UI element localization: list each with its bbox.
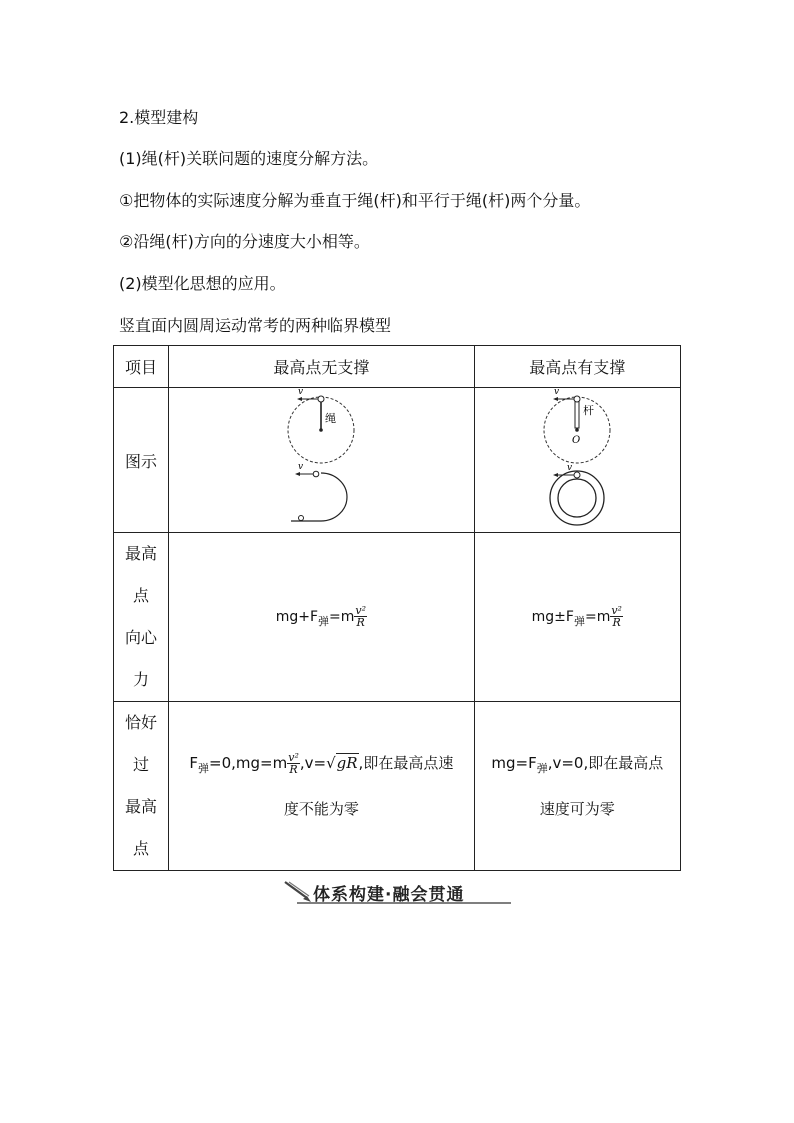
paragraph-1: (1)绳(杆)关联问题的速度分解方法。 bbox=[119, 149, 379, 168]
ball bbox=[299, 516, 304, 521]
center-dot bbox=[576, 428, 580, 432]
velocity-label: v bbox=[298, 388, 304, 397]
rod-model-diagram bbox=[517, 388, 637, 528]
figure-with-support bbox=[474, 388, 680, 533]
velocity-label: v bbox=[567, 463, 573, 473]
formula: $mg=F_弹,v=0$,即在最高点 bbox=[491, 754, 664, 775]
rod bbox=[575, 401, 579, 428]
header-item: 项目 bbox=[114, 346, 169, 388]
inner-track bbox=[321, 473, 347, 521]
critical-text-line: 度不能为零 bbox=[283, 800, 359, 818]
critical-condition-row bbox=[114, 702, 681, 871]
figure-row bbox=[114, 388, 681, 533]
velocity-label: v bbox=[298, 462, 304, 472]
figure-no-support bbox=[169, 388, 475, 533]
section-heading: 2.模型建构 bbox=[119, 108, 199, 127]
section-banner bbox=[283, 878, 513, 906]
force-no-support bbox=[169, 533, 475, 702]
velocity-label: v bbox=[554, 388, 560, 397]
arrow-head bbox=[295, 472, 300, 476]
rope-model-diagram bbox=[261, 388, 381, 528]
critical-model-table bbox=[113, 345, 681, 871]
arrow-head bbox=[553, 473, 558, 477]
center-dot bbox=[320, 428, 324, 432]
paragraph-4: (2)模型化思想的应用。 bbox=[119, 274, 286, 293]
critical-with-support bbox=[474, 702, 680, 871]
paragraph-2: ①把物体的实际速度分解为垂直于绳(杆)和平行于绳(杆)两个分量。 bbox=[119, 191, 591, 210]
critical-row-label: 恰好 过 最高 点 bbox=[114, 702, 169, 871]
formula: $mg\pm F_弹=m$ $\frac{\text{v²}}{R}$ bbox=[531, 604, 622, 630]
ball bbox=[314, 471, 320, 477]
inner-ring bbox=[558, 479, 596, 517]
rod-label: 杆 bbox=[583, 404, 595, 417]
header-with-support: 最高点有支撑 bbox=[474, 346, 680, 388]
force-row-label: 最高 点 向心 力 bbox=[114, 533, 169, 702]
table-header-row bbox=[114, 346, 681, 388]
ball bbox=[574, 472, 580, 478]
formula: $mg+F_弹=m$ $\frac{\text{v²}}{R}$ bbox=[275, 604, 367, 630]
center-label: O bbox=[572, 435, 581, 446]
ball bbox=[574, 396, 580, 402]
table-caption: 竖直面内圆周运动常考的两种临界模型 bbox=[119, 316, 392, 335]
header-no-support: 最高点无支撑 bbox=[169, 346, 475, 388]
rope-label: 绳 bbox=[325, 412, 337, 425]
paragraph-3: ②沿绳(杆)方向的分速度大小相等。 bbox=[119, 232, 370, 251]
critical-text-line: 速度可为零 bbox=[539, 800, 615, 818]
force-with-support bbox=[474, 533, 680, 702]
figure-row-label: 图示 bbox=[114, 388, 169, 533]
banner-title: 体系构建·融会贯通 bbox=[313, 885, 465, 905]
formula: $F_弹=0,mg=m$ $\frac{\text{v²}}{R}$ ,v=√gR,即在最高点速 bbox=[189, 751, 454, 776]
arrow-head bbox=[297, 397, 302, 401]
arrow-head bbox=[553, 397, 558, 401]
ball bbox=[318, 396, 324, 402]
critical-no-support bbox=[169, 702, 475, 871]
centripetal-force-row bbox=[114, 533, 681, 702]
